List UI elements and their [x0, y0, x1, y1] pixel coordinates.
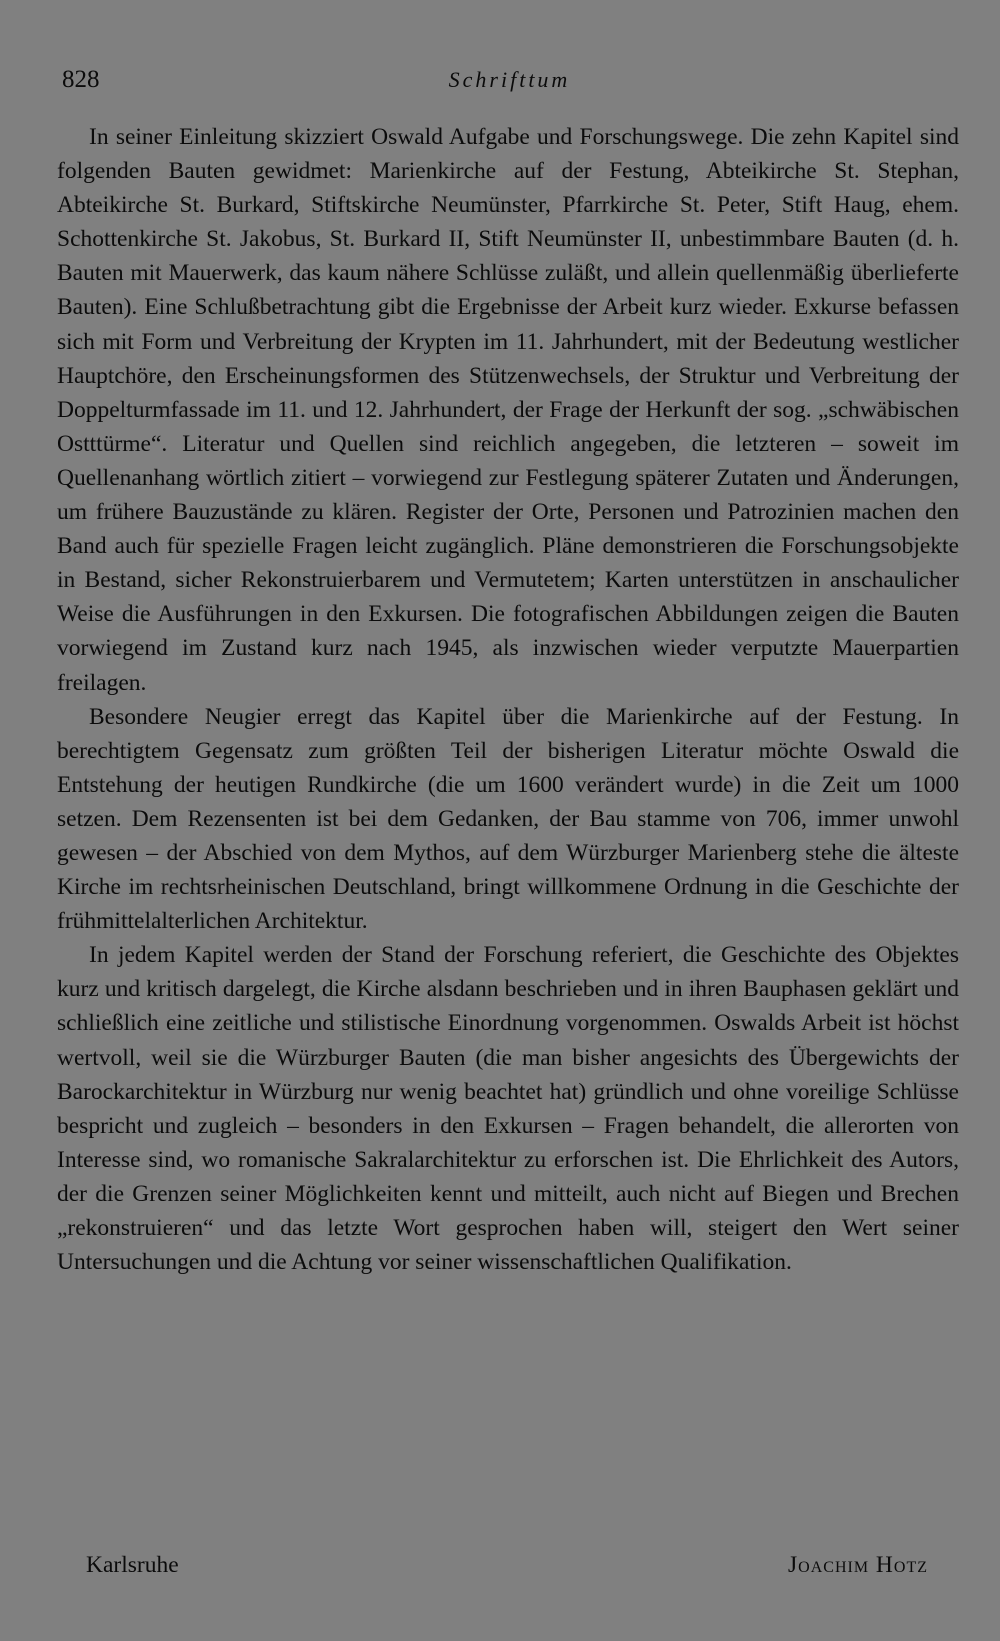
signature-place: Karlsruhe: [86, 1552, 179, 1578]
page-header: [62, 62, 957, 98]
paragraph: In jedem Kapitel werden der Stand der Forschung referiert, die Geschichte des Objektes kurz und kritisch dargelegt, die Kirche alsdann beschrieben und in ihren Bauphasen geklärt und schließlich eine zeitliche und stilistische Einordnung vorgenommen. Oswalds Arbeit ist höchst wertvoll, weil sie die Würzburger Bauten (die man bisher angesichts des Übergewichts der Barockarchitektur in Würzburg nur wenig beachtet hat) gründlich und ohne voreilige Schlüsse bespricht und zugleich – besonders in den Exkursen – Fragen behandelt, die allerorten von Interesse sind, wo romanische Sakralarchitektur zu erforschen ist. Die Ehrlichkeit des Autors, der die Grenzen seiner Möglichkeiten kennt und mitteilt, auch nicht auf Biegen und Brechen „rekonstruieren“ und das letzte Wort gesprochen haben will, steigert den Wert seiner Untersuchungen und die Achtung vor seiner wissenschaftlichen Qualifikation.: [57, 942, 959, 1276]
paragraph: In seiner Einleitung skizziert Oswald Aufgabe und Forschungswege. Die zehn Kapitel sind folgenden Bauten gewidmet: Marienkirche auf der Festung, Abteikirche St. Stephan, Abteikirche St. Burkard, Stiftskirche Neumünster, Pfarrkirche St. Peter, Stift Haug, ehem. Schottenkirche St. Jakobus, St. Burkard II, Stift Neumünster II, unbestimmbare Bauten (d. h. Bauten mit Mauerwerk, das kaum nähere Schlüsse zuläßt, und allein quellenmäßig überlieferte Bauten). Eine Schlußbetrachtung gibt die Ergebnisse der Arbeit kurz wieder. Exkurse befassen sich mit Form und Verbreitung der Krypten im 11. Jahrhundert, mit der Bedeutung westlicher Hauptchöre, den Erscheinungsformen des Stützenwechsels, der Struktur und Verbreitung der Doppelturmfassade im 11. und 12. Jahrhundert, der Frage der Herkunft der sog. „schwäbischen Ostttürme“. Literatur und Quellen sind reichlich angegeben, die letzteren – soweit im Quellenanhang wörtlich zitiert – vorwiegend zur Festlegung späterer Zutaten und Änderungen, um frühere Bauzustände zu klären. Register der Orte, Personen und Patrozinien machen den Band auch für spezielle Fragen leicht zugänglich. Pläne demonstrieren die Forschungsobjekte in Bestand, sicher Rekonstruierbarem und Vermutetem; Karten unterstützen in anschaulicher Weise die Ausführungen in den Exkursen. Die fotografischen Abbildungen zeigen die Bauten vorwiegend im Zustand kurz nach 1945, als inzwischen wieder verputzte Mauerpartien freilagen.: [57, 124, 959, 696]
paragraph: Besondere Neugier erregt das Kapitel über die Marienkirche auf der Festung. In berechtigtem Gegensatz zum größten Teil der bisherigen Literatur möchte Oswald die Entstehung der heutigen Rundkirche (die um 1600 verändert wurde) in die Zeit um 1000 setzen. Dem Rezensenten ist bei dem Gedanken, der Bau stamme von 706, immer unwohl gewesen – der Abschied von dem Mythos, auf dem Würzburger Marienberg stehe die älteste Kirche im rechtsrheinischen Deutschland, bringt willkommene Ordnung in die Geschichte der frühmittelalterlichen Architektur.: [57, 703, 959, 935]
running-title: Schrifttum: [448, 67, 571, 92]
review-body: [57, 120, 959, 1279]
page-number: 828: [62, 66, 100, 93]
signature-author: Joachim Hotz: [788, 1552, 928, 1578]
review-signature: [86, 1548, 928, 1582]
